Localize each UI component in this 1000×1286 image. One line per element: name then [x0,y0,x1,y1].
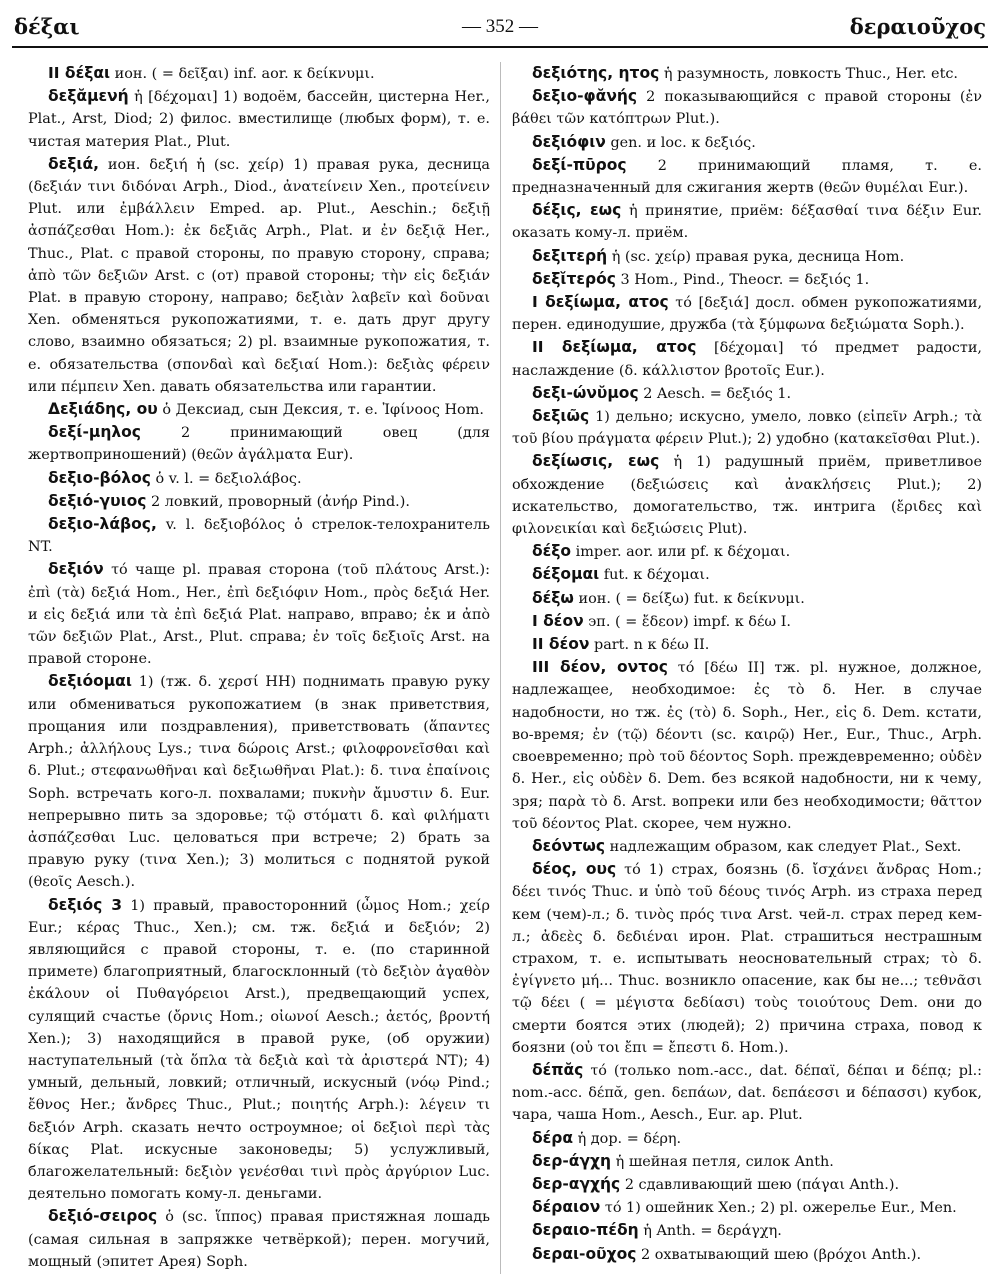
dictionary-entry [512,131,982,154]
left-column [28,62,490,1278]
page-header [12,12,988,48]
dictionary-entry [512,268,982,291]
entry-headword: δέραιον [532,1198,601,1217]
dictionary-entry [512,587,982,610]
column-divider [500,62,501,1274]
dictionary-entry [512,1243,982,1266]
dictionary-entry [28,153,490,398]
dictionary-entry [28,1205,490,1273]
entry-definition: ἡ дор. = δέρη. [577,1130,682,1147]
entry-definition: τό [δέω II] тж. pl. нужное, должное, надлежащее, необходимое: ἐς τὸ δ. Her. в случае надобности, но тж. ἐς (τὸ) δ. Soph., Her., εἰς δ. Dem. кстати, во-время; ἐν (τῷ) δέοντι (sc. καιρῷ) Her., Eur., Thuc., Arph. своевременно; πρὸ τοῦ δέοντος Soph. преждевременно; οὐδὲν δ. Her., εἰς οὐδὲν δ. Dem. без всякой надобности, ни к чему, зря; παρὰ τὸ δ. Arst. вопреки или без необходимости; θᾶττον τοῦ δέοντος Plat. скорее, чем нужно. [512,660,982,832]
dictionary-entry [28,513,490,558]
entry-headword: δεξιῶς [532,407,590,426]
dictionary-entry [512,382,982,405]
dictionary-entry [28,85,490,153]
entry-headword: δεξιόν [48,560,104,579]
dictionary-entry [28,62,490,85]
dictionary-entry [512,656,982,835]
entry-definition: τό 1) страх, боязнь (δ. ἴσχάνει ἄνδρας Hom.; δέει τινός Thuc. и ὑπὸ τοῦ δέους τινός Arph. из страха перед кем (чем)-л.; δ. τινὸς πρός τινα Arst. чей-л. страх перед кем-л.; ἀδεὲς δ. δεδιέναι ирон. Plat. страшиться нестрашным страхом, т. е. испытывать неосновательный страх; τὸ δ. ἐγίγνετο μή... Thuc. возникло опасение, как бы не...; τεθνᾶσι τῷ δέει ( = μέγιστα δεδίασι) τοὺς τοιούτους Dem. они до смерти боятся этих (людей); 2) причина страха, повод к боязни (οὐ τοι ἔπι = ἔπεστι δ. Hom.). [512,862,982,1056]
entry-definition: ὁ (sc. ἵππος) правая пристяжная лошадь (самая сильная в запряжке четвёркой); перен. могучий, мощный (эпитет Арея) Soph. [28,1209,490,1270]
entry-definition: v. l. δεξιοβόλος ὁ стрелок-телохранитель NT. [28,517,490,556]
entry-definition: 3 Hom., Pind., Theocr. = δεξιός 1. [620,271,870,288]
entry-definition: τό 1) ошейник Xen.; 2) pl. ожерелье Eur., Men. [604,1200,957,1217]
entry-headword: δεξι-ώνῠμος [532,383,639,402]
entry-headword: δεξιτερή [532,246,608,265]
dictionary-entry [512,1219,982,1242]
entry-definition: ὁ Дексиад, сын Дексия, т. е. Ἰφίνοος Hom. [162,402,484,419]
entry-definition: ἡ [δέχομαι] 1) водоём, бассейн, цистерна Her., Plat., Arst, Diod; 2) филос. вместилище (любых форм), т. е. чистая материя Plat., Plut. [28,89,490,150]
entry-definition: gen. и loc. к δεξιός. [610,134,756,151]
entry-definition: fut. к δέχομαι. [603,567,710,584]
entry-headword: δέρα [532,1128,574,1147]
entry-headword: δέξομαι [532,565,600,584]
dictionary-entry [512,291,982,336]
entry-headword: δεξιο-βόλος [48,468,151,487]
entry-headword: δεξιότης, ητος [532,64,660,82]
entry-headword: δεξιο-λάβος, [48,515,157,534]
dictionary-entry [512,450,982,540]
page-number: — 352 — [462,16,538,37]
dictionary-entry [512,633,982,656]
entry-definition: 2 показывающийся с правой стороны (ἐν βάθει τῶν κατόπτρων Plut.). [512,89,982,128]
entry-headword: δέξο [532,542,572,561]
entry-headword: II δέξαι [48,64,111,82]
dictionary-entry [512,610,982,633]
entry-headword: II δεξίωμα, ατος [532,338,697,357]
entry-definition: ἡ разумность, ловкость Thuc., Her. etc. [663,66,958,82]
dictionary-entry [512,540,982,563]
entry-headword: δεξιόφιν [532,132,606,151]
dictionary-entry [512,336,982,381]
entry-definition: ἡ принятие, приём: δέξασθαί τινα δέξιν Eur. оказать кому-л. приём. [512,203,982,242]
entry-headword: δεραι-οῦχος [532,1244,637,1263]
entry-definition: part. n к δέω II. [594,637,710,654]
entry-headword: Δεξιάδης, ου [48,400,158,419]
entry-headword: δεξῐτερός [532,269,616,288]
entry-definition: ион. ( = δείξω) fut. к δείκνυμι. [578,590,805,607]
entry-headword: δεξί-μηλος [48,423,141,442]
entry-definition: эп. ( = ἔδεον) impf. к δέω I. [588,613,791,630]
dictionary-entry [512,1173,982,1196]
dictionary-entry [512,62,982,85]
dictionary-entry [28,558,490,670]
entry-definition: ἡ 1) радушный приём, приветливое обхождение (δεξιώσεις καὶ ἀνακλήσεις Plut.); 2) искательство, домогательство, тж. интрига (ἔριδες καὶ φιλονεικίαι καὶ δεξιώσεις Plut). [512,454,982,538]
entry-headword: III δέον, οντος [532,658,668,677]
entry-headword: I δεξίωμα, ατος [532,293,669,312]
entry-headword: δέξω [532,588,574,607]
entry-headword: δερ-άγχη [532,1151,612,1170]
entry-headword: I δέον [532,611,584,630]
entry-headword: δεξί-πῡρος [532,155,627,174]
dictionary-entry [512,835,982,858]
entry-headword: δέπᾰς [532,1060,584,1079]
header-last-word: δεραιοῦχος [849,14,986,39]
header-first-word: δέξαι [14,14,80,39]
dictionary-entry [28,670,490,893]
entry-headword: δεξιό-σειρος [48,1207,158,1226]
dictionary-entry [28,467,490,490]
entry-definition: τό чаще pl. правая сторона (τοῦ πλάτους Arst.): ἐπὶ (τὰ) δεξιά Hom., Her., ἐπὶ δεξιόφιν Hom., πρὸς δεξιά Her. и εἰς δεξιά или τὰ ἐπὶ δεξιά Plat. направо, вправо; ἐκ и ἀπὸ τῶν δεξιῶν Plat., Arst., Plut. справа; ἐν τοῖς δεξιοῖς Arst. на правой стороне. [28,562,490,668]
entry-headword: δεξίωσις, εως [532,452,660,471]
dictionary-entry [28,398,490,421]
entry-headword: δεξᾰμενή [48,87,129,106]
entry-headword: δεξιό-γυιος [48,491,147,510]
entry-headword: δεξιός 3 [48,895,123,914]
entry-definition: 1) дельно; искусно, умело, ловко (εἰπεῖν Arph.; τὰ τοῦ βίου πράγματα φέρειν Plut.); 2) удобно (κατακεῖσθαι Plut.). [512,409,982,448]
entry-definition: ἡ шейная петля, силок Anth. [615,1153,834,1170]
entry-headword: δεραιο-πέδη [532,1221,639,1240]
entry-definition: ион. ( = δεῖξαι) inf. aor. к δείκνυμι. [114,66,375,82]
entry-definition: τό (только nom.-acc., dat. δέπαϊ, δέπαι и δέπᾳ; pl.: nom.-acc. δέπᾰ, gen. δεπάων, dat. δεπάεσσι и δέπασσι) кубок, чара, чаша Hom., Aesch., Eur. ap. Plut. [512,1062,982,1124]
dictionary-entry [512,245,982,268]
right-column [512,62,982,1278]
entry-headword: δεξιόομαι [48,672,132,691]
dictionary-entry [512,563,982,586]
entry-headword: δερ-αγχής [532,1174,621,1193]
entry-headword: δεόντως [532,836,606,855]
entry-definition: 2 принимающий овец (для жертвоприношений) (θεῶν ἀγάλματα Eur). [28,425,490,464]
entry-definition: 2 сдавливающий шею (πάγαι Anth.). [624,1176,900,1193]
dictionary-entry [28,490,490,513]
entry-definition: ἡ Anth. = δεράγχη. [643,1223,782,1240]
entry-headword: δέος, ους [532,860,617,879]
dictionary-entry [512,1127,982,1150]
entry-headword: II δέον [532,635,590,654]
entry-definition: 2 Aesch. = δεξιός 1. [643,385,792,402]
entry-definition: 2 принимающий пламя, т. е. предназначенный для сжигания жертв (θεῶν θυμέλαι Eur.). [512,157,982,197]
entry-headword: δεξιο-φᾰνής [532,87,638,106]
entry-definition: 2 ловкий, проворный (ἀνήρ Pind.). [151,493,410,510]
entry-definition: imper. aor. или pf. к δέχομαι. [575,544,791,561]
entry-definition: ὁ v. l. = δεξιολάβος. [155,470,302,487]
dictionary-entry [512,85,982,130]
entry-definition: τό [δεξιά] досл. обмен рукопожатиями, перен. единодушие, дружба (τὰ ξύμφωνα δεξιώματα Soph.). [512,295,982,334]
entry-definition: надлежащим образом, как следует Plat., Sext. [609,838,962,855]
entry-definition: ἡ (sc. χείρ) правая рука, десница Hom. [611,248,905,265]
dictionary-entry [512,858,982,1059]
entry-headword: δεξιά, [48,154,100,173]
dictionary-entry [512,405,982,450]
dictionary-entry [512,154,982,199]
entry-definition: ион. δεξιή ἡ (sc. χείρ) 1) правая рука, десница (δεξιάν τινι διδόναι Arph., Diod., ἀνατείνειν Xen., προτείνειν Plut. или ἐμβάλλειν Emped. ap. Plut., Aeschin.; δεξιῇ ἀσπάζεσθαι Hom.): ἐκ δεξιᾶς Arph., Plat. и ἐν δεξιᾷ Her., Thuc., Plat. с правой стороны, по правую сторону, справа; ἀπὸ τῶν δεξιῶν Arst. с (от) правой стороны; τὴν εἰς δεξιάν Plat. в правую сторону, направо; δεξιὰν λαβεῖν καὶ δοῦναι Xen. обменяться рукопожатиями, т. е. дать друг другу слово, взаимно обязаться; 2) pl. взаимные рукопожатия, т. е. обязательства (σπονδαὶ καὶ δεξιαί Hom.): δεξιὰς φέρειν или πέμπειν Xen. давать обязательства или гарантии. [28,156,490,395]
dictionary-entry [512,1196,982,1219]
entry-definition: 1) правый, правосторонний (ὦμος Hom.; χείρ Eur.; κέρας Thuc., Xen.); см. тж. δεξιά и δεξιόν; 2) являющийся с правой стороны, т. е. (по старинной примете) благоприятный, благосклонный (τὸ δεξιὸν ἀγαθὸν ἐκάλουν οἱ Πυθαγόρειοι Arst.), предвещающий успех, сулящий счастье (ὄρνις Hom.; οἰωνοί Aesch.; ἀετός, βροντή Xen.); 3) находящийся в правой руке, (об оружии) наступательный (τὰ ὅπλα τὰ δεξιὰ καὶ τὰ ἀριστερά NT); 4) умный, дельный, ловкий; отличный, искусный (νόῳ Pind.; ἔθνος Her.; ἄνδρες Thuc., Plut.; ποιητής Arph.): λέγειν τι δεξιόν Arph. сказать нечто остроумное; οἱ δεξιοὶ περὶ τὰς δίκας Plat. искусные законоведы; 5) услужливый, благожелательный: δεξιὸν γενέσθαι τινὶ πρὸς ἀργύριον Luc. деятельно помогать кому-л. деньгами. [28,897,490,1203]
dictionary-entry [512,1059,982,1127]
entry-headword: δέξις, εως [532,201,622,220]
entry-definition: 2 охватывающий шею (βρόχοι Anth.). [641,1246,922,1263]
dictionary-entry [512,199,982,244]
dictionary-entry [28,421,490,466]
entry-definition: [δέχομαι] τό предмет радости, наслаждение (δ. κάλλιστον βροτοῖς Eur.). [512,340,982,379]
dictionary-entry [28,894,490,1206]
entry-definition: 1) (тж. δ. χερσί HH) поднимать правую руку или обмениваться рукопожатием (в знак приветствия, прощания или поздравления), приветствовать (ἅπαντες Arph.; ἀλλήλους Lys.; τινα δώροις Arst.; φιλοφρονεῖσθαι καὶ δ. Plut.; στεφανωθῆναι καὶ δεξιωθῆναι Plat.): δ. τινα ἐπαίνοις Soph. встречать кого-л. похвалами; πυκνὴν ἄμυστιν δ. Eur. непрерывно пить за здоровье; τῷ στόματι δ. καὶ φιλήματι ἀσπάζεσθαι Luc. целоваться при встрече; 2) брать за правую руку (τινα Xen.); 3) молиться с поднятой рукой (θεοῖς Aesch.). [28,674,490,891]
dictionary-entry [512,1150,982,1173]
